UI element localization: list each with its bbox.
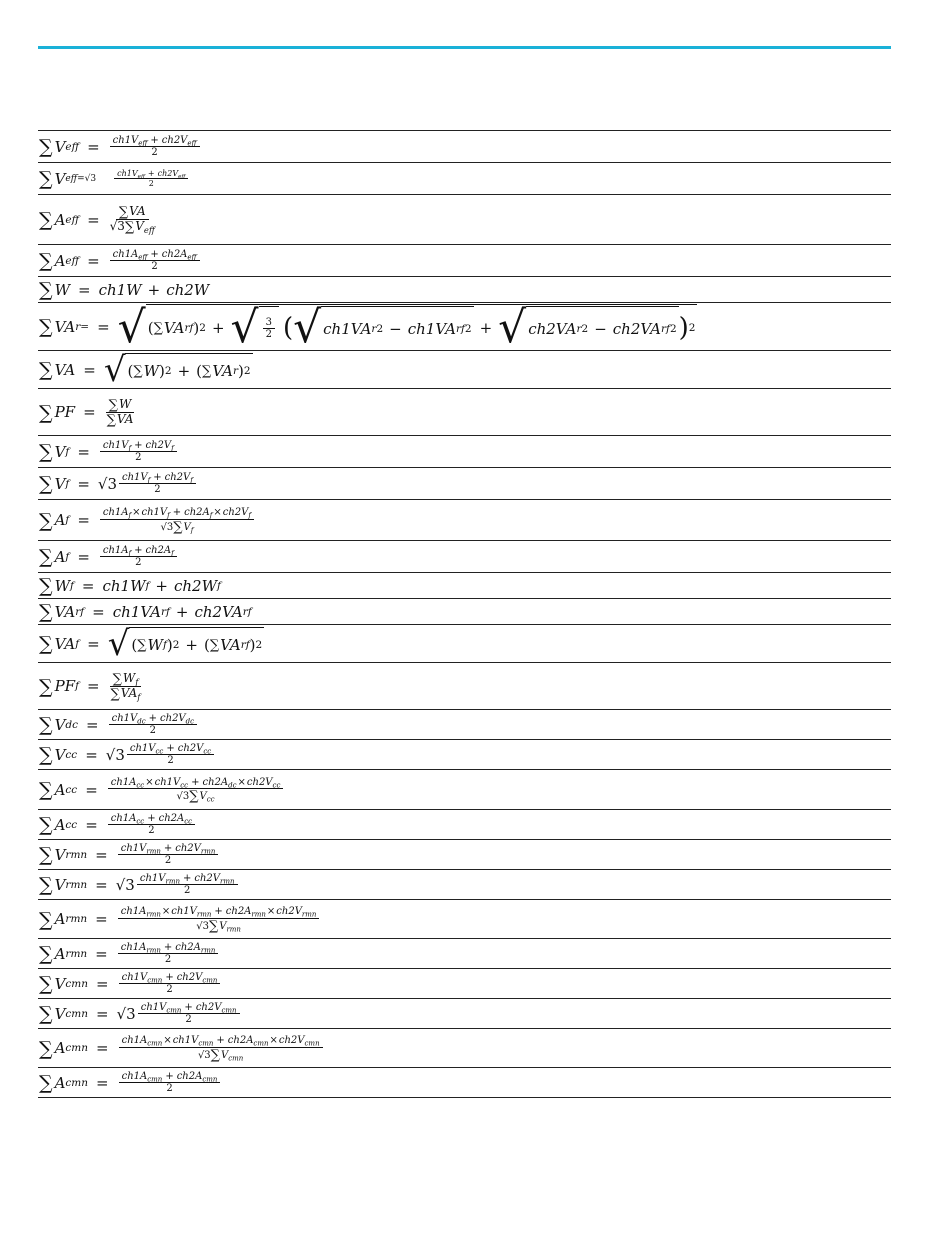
formula: ∑ V f = √3 $\frac{ch1V_f + ch2V_f}{2}$ [39,472,198,496]
formula-row [38,303,891,351]
formula-row [38,436,891,468]
formula-row [38,599,891,625]
formula-row [38,468,891,500]
formula-row [38,710,891,740]
formula-row [38,625,891,663]
formula: ∑ A eff = $\frac{\sum VA}{√3\sum V_{eff}}$ [39,204,155,235]
formula: ∑ V f = $\frac{ch1V_f + ch2V_f}{2}$ [39,440,179,464]
formula: ∑ VA rf = ch1VA rf + ch2VA rf [39,601,252,623]
formula-row [38,900,891,939]
formula-row [38,969,891,999]
formula-row [38,195,891,245]
formula-row [38,810,891,840]
formula: ∑ V cc = √3 $\frac{ch1V_{cc} + ch2V_{cc}}{2}$ [39,743,216,767]
formula-row [38,840,891,870]
formula-row [38,541,891,573]
header-accent-rule [38,46,891,49]
formula: ∑ V eff = $\frac{ch1V_{eff} + ch2V_{eff}}{2}$ [39,135,202,159]
formula: ∑ W = ch1W + ch2W [39,279,210,301]
formula: ∑ A cc = $\frac{ch1A_{cc} + ch2A_{cc}}{2}$ [39,813,197,837]
formula: ∑ V cmn = √3 $\frac{ch1V_{cmn} + ch2V_{cmn}}{2}$ [39,1002,242,1026]
formula: ∑ VA r= = √ ( ∑ VA rf ) 2 + √ $\frac{3}{2}$ ( √ ch1VA r 2 − ch1VA rf 2 + √ ch2VA r 2 − ch2VA rf 2 ) 2 [39,301,696,353]
formula: ∑ A f = $\frac{ch1A_f + ch2A_f}{2}$ [39,545,179,569]
formula: ∑ A f = $\frac{ch1A_f\times ch1V_f + ch2A_f\times ch2V_f}{√3\sum V_f}$ [39,507,256,533]
formula-row [38,1068,891,1098]
formula-row [38,740,891,770]
formula: ∑ W f = ch1W f + ch2W f [39,575,221,597]
formula: ∑ V eff=√3 $\frac{ch1V_{eff} + ch2V_{eff}}{2}$ [39,169,190,188]
formula-row [38,500,891,541]
formula-row [38,245,891,277]
formula-row [38,389,891,436]
formula: ∑ V dc = $\frac{ch1V_{dc} + ch2V_{dc}}{2}$ [39,713,199,737]
formula-row [38,351,891,389]
formula: ∑ A cmn = $\frac{ch1A_{cmn} + ch2A_{cmn}}{2}$ [39,1071,222,1095]
formula-row [38,163,891,195]
formula-row [38,770,891,810]
formula: ∑ A rmn = $\frac{ch1A_{rmn}\times ch1V_{rmn} + ch2A_{rmn}\times ch2V_{rmn}}{√3\sum V_{rmn}}$ [39,906,321,932]
formula: ∑ V rmn = $\frac{ch1V_{rmn} + ch2V_{rmn}}{2}$ [39,843,220,867]
formula-row [38,663,891,710]
formula-row [38,131,891,163]
formula-row [38,870,891,900]
formula: ∑ V cmn = $\frac{ch1V_{cmn} + ch2V_{cmn}}{2}$ [39,972,222,996]
formula-table [38,130,891,1098]
formula: ∑ PF = $\frac{\sum W}{\sum VA}$ [39,396,134,428]
formula: ∑ PF f = $\frac{\sum W_f}{\sum VA_f}$ [39,670,141,702]
formula-row [38,277,891,303]
formula: ∑ A cc = $\frac{ch1A_{cc}\times ch1V_{cc} + ch2A_{dc}\times ch2V_{cc}}{√3\sum V_{cc}}$ [39,777,285,803]
formula-row [38,939,891,969]
formula-row [38,999,891,1029]
formula: ∑ A rmn = $\frac{ch1A_{rmn} + ch2A_{rmn}}{2}$ [39,942,220,966]
formula: ∑ A cmn = $\frac{ch1A_{cmn}\times ch1V_{cmn} + ch2A_{cmn}\times ch2V_{cmn}}{√3\sum V_{cmn}}$ [39,1035,325,1061]
formula: ∑ V rmn = √3 $\frac{ch1V_{rmn} + ch2V_{rmn}}{2}$ [39,873,240,897]
formula: ∑ VA = √ ( ∑ W ) 2 + ( ∑ VA r ) 2 [39,349,251,390]
formula: ∑ A eff = $\frac{ch1A_{eff} + ch2A_{eff}}{2}$ [39,249,202,273]
formula-row [38,573,891,599]
formula-row [38,1029,891,1068]
formula: ∑ VA f = √ ( ∑ W f ) 2 + ( ∑ VA rf ) 2 [39,623,263,664]
